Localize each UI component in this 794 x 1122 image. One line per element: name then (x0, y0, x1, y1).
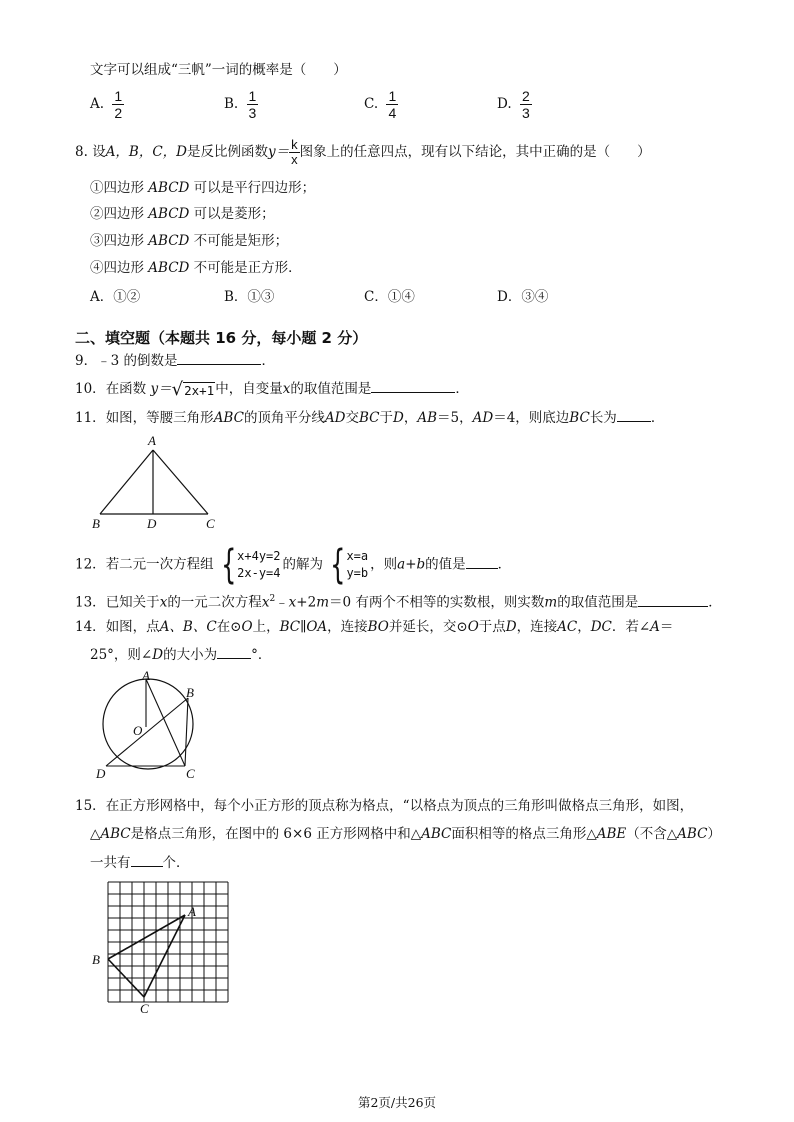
q8-statement-4: ④四边形 ABCD 不可能是正方形． (90, 260, 302, 276)
fraction: $\frac{1}{3}$ (248, 88, 257, 121)
circle-o (103, 679, 193, 769)
q13: 13．已知关于x的一元二次方程$x^2﹣x+2m=0$ 有两个不相等的实数根，则实数m的取值范围是 ． (75, 589, 722, 613)
q8-statement-1: ①四边形 ABCD 可以是平行四边形； (90, 180, 316, 196)
equation-system: { x+4y=2 2x-y=4 (220, 542, 281, 588)
q15-grid-figure (88, 876, 238, 1021)
page-number: 第2页/共26页 (357, 1095, 437, 1110)
sqrt: √ 2x+1 (171, 378, 215, 400)
q10: 10．在函数 y＝ √ 2x+1 中，自变量x的取值范围是 ． (75, 378, 469, 400)
label-c: C (186, 766, 195, 781)
q8-statement-2: ②四边形 ABCD 可以是菱形； (90, 206, 275, 222)
label-c: C (206, 516, 215, 531)
answer-blank[interactable] (371, 378, 455, 393)
label-a: A (188, 904, 196, 919)
q8-option-b[interactable]: B．①③ (224, 289, 275, 305)
q7-option-b[interactable]: B. $\frac{1}{3}$ (224, 88, 257, 121)
q15-line-3: 一共有 个． (90, 852, 190, 873)
section-title: 二、填空题（本题共 16 分，每小题 2 分） (75, 329, 368, 347)
fraction: $\frac{2}{3}$ (521, 88, 530, 121)
q12: 12．若二元一次方程组 { x+4y=2 2x-y=4 的解为 { x=a y=b ，则a+b的值是 ． (75, 542, 512, 588)
label-o: O (133, 723, 143, 738)
solution-system: { x=a y=b (330, 542, 369, 588)
q7-option-c[interactable]: C. $\frac{1}{4}$ (364, 88, 397, 121)
label-a: A (142, 668, 150, 683)
q8-option-c[interactable]: C．①④ (364, 289, 415, 305)
fraction: $\frac{1}{4}$ (388, 88, 397, 121)
square-grid (108, 882, 228, 1002)
q8-stem: 8. 设A，B，C，D是反比例函数y＝ $\frac{k}{x}$ 图象上的任意四点，现有以下结论，其中正确的是（ ） (75, 137, 651, 167)
answer-blank[interactable] (217, 644, 251, 659)
fraction: $\frac{k}{x}$ (291, 137, 298, 167)
q8-option-d[interactable]: D．③④ (497, 289, 549, 305)
label-d: D (96, 766, 106, 781)
label-c: C (140, 1001, 149, 1016)
answer-blank[interactable] (466, 554, 498, 569)
q15-line-2: △ABC是格点三角形，在图中的 6×6 正方形网格中和△ABC面积相等的格点三角形△ABE（不含△ABC） (90, 826, 721, 842)
answer-blank[interactable] (638, 592, 708, 607)
q11: 11．如图，等腰三角形ABC的顶角平分线AD交BC于D，AB＝5，AD＝4，则底边BC长为 ． (75, 407, 664, 428)
q14-line-2: 25°，则∠D的大小为 °． (90, 644, 271, 665)
q9: 9．﹣3 的倒数是 ． (75, 350, 275, 371)
side-ab (100, 450, 153, 514)
answer-blank[interactable] (177, 350, 261, 365)
label-a: A (148, 433, 156, 448)
side-ac (153, 450, 208, 514)
segment-bc (185, 698, 188, 766)
label-b: B (186, 685, 194, 700)
q7-option-a[interactable]: A. $\frac{1}{2}$ (90, 88, 123, 121)
q8-statement-3: ③四边形 ABCD 不可能是矩形； (90, 233, 289, 249)
fraction: $\frac{1}{2}$ (114, 88, 123, 121)
q7-option-d[interactable]: D. $\frac{2}{3}$ (497, 88, 530, 121)
segment-bd (106, 698, 188, 766)
answer-blank[interactable] (131, 852, 163, 867)
q7-stem-tail: 文字可以组成“三帆”一词的概率是（ ） (90, 62, 347, 78)
q14-circle-figure (88, 668, 208, 784)
label-b: B (92, 516, 100, 531)
q15-line-1: 15．在正方形网格中，每个小正方形的顶点称为格点，“以格点为顶点的三角形叫做格点三角形，如图， (75, 798, 694, 814)
answer-blank[interactable] (617, 407, 651, 422)
label-b: B (92, 952, 100, 967)
q8-option-a[interactable]: A．①② (90, 289, 141, 305)
q11-triangle-figure (88, 432, 228, 532)
label-d: D (147, 516, 157, 531)
q14-line-1: 14．如图，点A、B、C在⊙O上，BC∥OA，连接BO并延长，交⊙O于点D，连接AC，DC．若∠A＝ (75, 619, 674, 635)
